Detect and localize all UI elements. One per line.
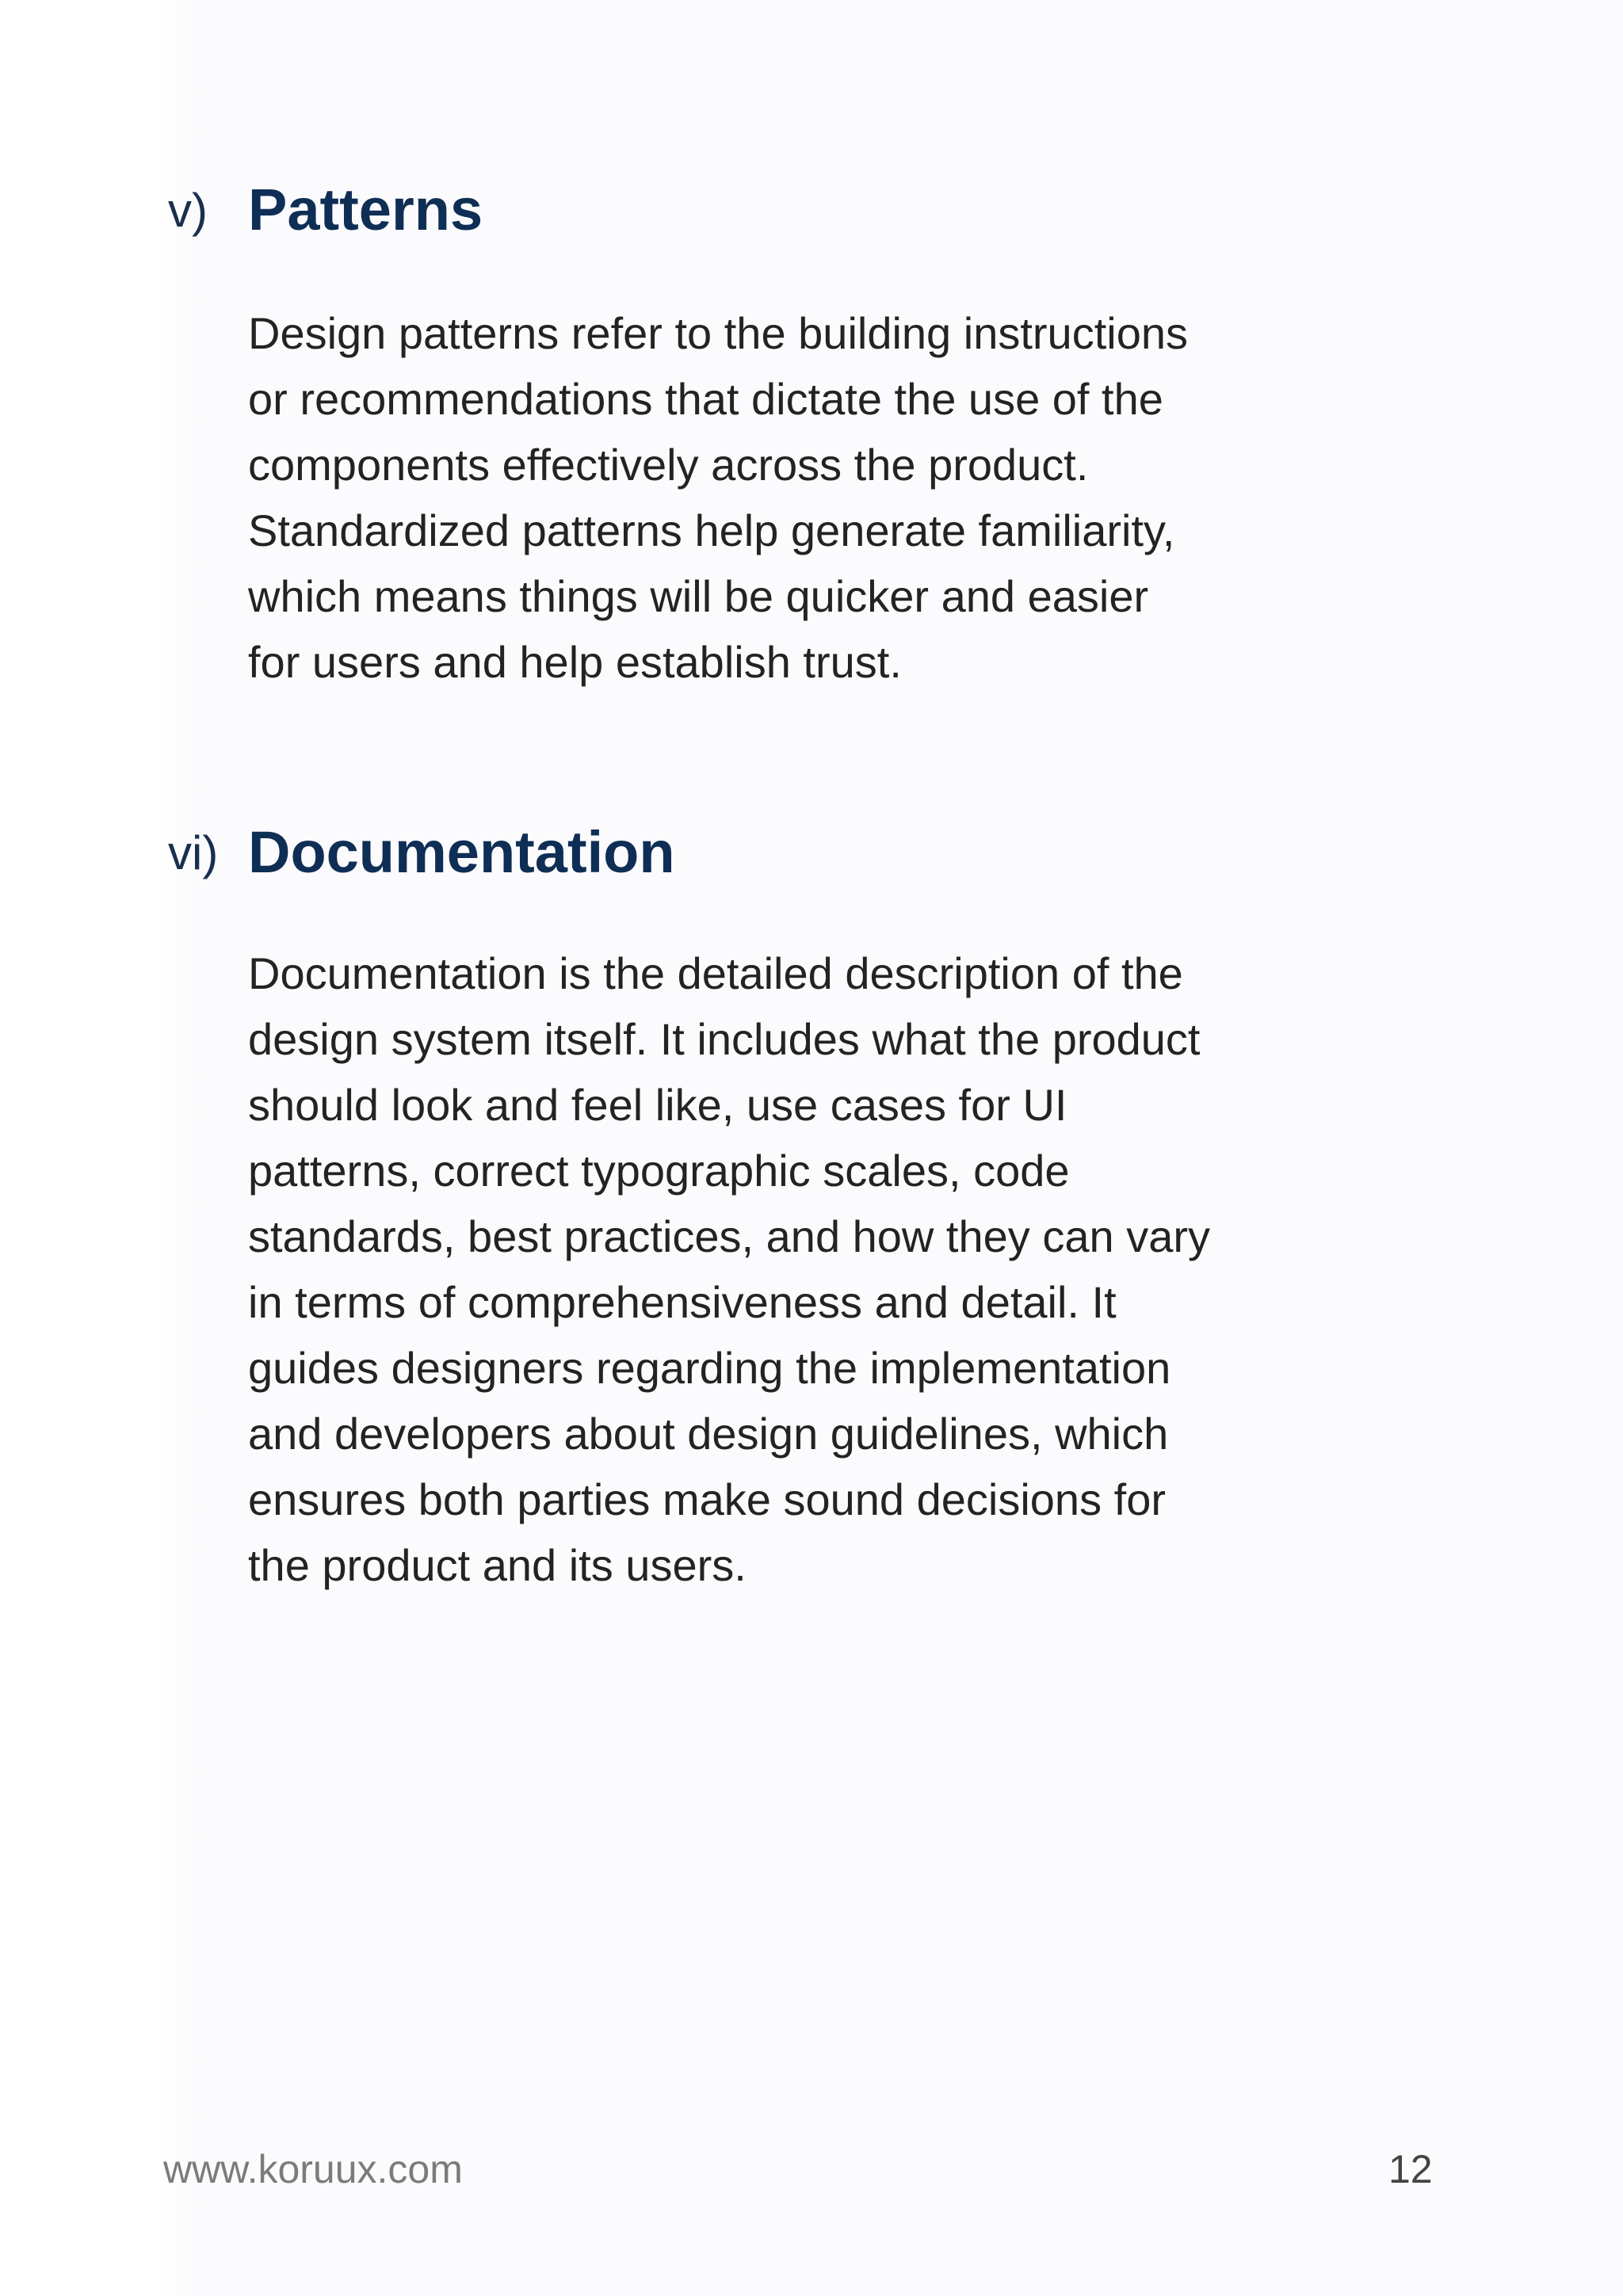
body-line: patterns, correct typographic scales, code <box>248 1146 1070 1196</box>
section-body <box>248 300 1373 695</box>
body-line: standards, best practices, and how they can vary <box>248 1211 1210 1261</box>
body-line: components effectively across the product. <box>248 440 1089 490</box>
body-line: ensures both parties make sound decisions for <box>248 1474 1166 1524</box>
section-numeral: vi) <box>168 826 219 879</box>
body-line: the product and its users. <box>248 1540 747 1590</box>
section-numeral: v) <box>168 184 208 237</box>
body-line: guides designers regarding the implementation <box>248 1343 1171 1393</box>
body-line: Design patterns refer to the building instructions <box>248 308 1188 358</box>
body-line: in terms of comprehensiveness and detail. It <box>248 1277 1117 1327</box>
section-heading: Documentation <box>248 819 675 885</box>
body-line: or recommendations that dictate the use of the <box>248 374 1163 424</box>
body-line: design system itself. It includes what the product <box>248 1014 1201 1064</box>
footer-website-url: www.koruux.com <box>163 2147 463 2191</box>
page-number: 12 <box>1388 2147 1433 2191</box>
body-line: and developers about design guidelines, which <box>248 1409 1169 1459</box>
body-line: for users and help establish trust. <box>248 637 902 687</box>
body-line: Standardized patterns help generate familiarity, <box>248 505 1175 555</box>
section-body <box>248 940 1373 1598</box>
body-line: which means things will be quicker and easier <box>248 571 1149 621</box>
body-line: Documentation is the detailed description of the <box>248 948 1183 998</box>
section-heading: Patterns <box>248 177 483 242</box>
body-line: should look and feel like, use cases for UI <box>248 1080 1067 1130</box>
